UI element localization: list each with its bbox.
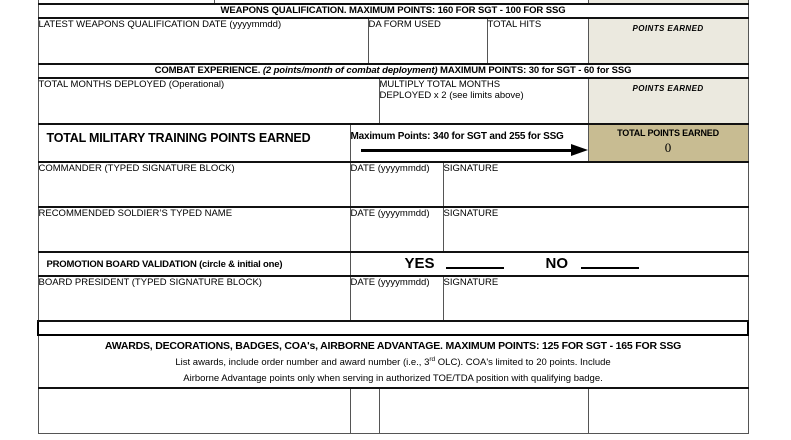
awards-subtext-line1 bbox=[39, 354, 748, 371]
recommended-soldier-name-cell[interactable] bbox=[38, 207, 350, 252]
maximum-points-text: Maximum Points: 340 for SGT and 255 for SSG bbox=[350, 130, 564, 142]
no-initial-rule[interactable] bbox=[581, 267, 639, 270]
total-military-training-row bbox=[38, 124, 748, 162]
commander-signature-cell[interactable] bbox=[443, 162, 748, 207]
awards-cell-4[interactable] bbox=[588, 388, 748, 434]
total-points-earned-cell[interactable] bbox=[588, 124, 748, 162]
combat-experience-banner-italic: (2 points/month of combat deployment) bbox=[262, 64, 438, 76]
awards-subtext-line1-a: List awards, include order number and award number (i.e., 3 bbox=[175, 357, 430, 369]
board-president-signature-label: SIGNATURE bbox=[443, 277, 499, 289]
recommended-soldier-signature-label: SIGNATURE bbox=[443, 207, 499, 219]
awards-cell-1[interactable] bbox=[38, 388, 350, 434]
promotion-board-validation-row bbox=[38, 252, 748, 277]
weapons-points-earned-cell[interactable] bbox=[588, 18, 748, 64]
da-form-used-label: DA FORM USED bbox=[368, 18, 441, 30]
awards-cell-3[interactable] bbox=[379, 388, 588, 434]
commander-date-label: DATE (yyyymmdd) bbox=[350, 162, 430, 174]
combat-experience-banner-row bbox=[38, 64, 748, 78]
commander-date-cell[interactable] bbox=[350, 162, 443, 207]
maximum-points-cell bbox=[350, 124, 588, 162]
awards-subtext-line1-b: OLC). COA's limited to 20 points. Include bbox=[435, 357, 611, 369]
yes-initial-rule[interactable] bbox=[446, 267, 504, 270]
multiply-months-cell[interactable] bbox=[379, 78, 588, 124]
combat-experience-banner bbox=[38, 64, 748, 78]
weapons-qual-date-cell[interactable] bbox=[38, 18, 368, 64]
yes-no-cell[interactable] bbox=[350, 252, 748, 277]
combat-points-earned-cell[interactable] bbox=[588, 78, 748, 124]
recommended-soldier-name-label: RECOMMENDED SOLDIER’S TYPED NAME bbox=[38, 207, 233, 219]
section-b-row bbox=[38, 321, 748, 335]
commander-name-label: COMMANDER (TYPED SIGNATURE BLOCK) bbox=[38, 162, 235, 174]
board-president-date-cell[interactable] bbox=[350, 276, 443, 321]
promotion-point-worksheet-table bbox=[37, 0, 749, 434]
right-arrow-icon bbox=[351, 144, 588, 158]
commander-name-cell[interactable] bbox=[38, 162, 350, 207]
total-points-earned-label: TOTAL POINTS EARNED bbox=[617, 127, 719, 138]
recommended-soldier-row bbox=[38, 207, 748, 252]
board-president-signature-cell[interactable] bbox=[443, 276, 748, 321]
yes-no-group bbox=[351, 253, 748, 275]
promotion-board-validation-label: PROMOTION BOARD VALIDATION (circle & initial one) bbox=[46, 258, 283, 270]
combat-experience-fields-row bbox=[38, 78, 748, 124]
recommended-soldier-date-label: DATE (yyyymmdd) bbox=[350, 207, 430, 219]
awards-heading-cell bbox=[38, 335, 748, 388]
board-president-row bbox=[38, 276, 748, 321]
combat-points-earned-label: POINTS EARNED bbox=[632, 83, 704, 93]
awards-superscript-rd: rd bbox=[429, 356, 436, 364]
total-hits-cell[interactable] bbox=[487, 18, 588, 64]
yes-label[interactable]: YES bbox=[404, 254, 435, 272]
commander-signature-label: SIGNATURE bbox=[443, 162, 499, 174]
awards-heading: AWARDS, DECORATIONS, BADGES, COA's, AIRBORNE ADVANTAGE. MAXIMUM POINTS: 125 FOR SGT - 165 FOR SSG bbox=[104, 340, 682, 353]
commander-signature-row bbox=[38, 162, 748, 207]
multiply-months-line1: MULTIPLY TOTAL MONTHS bbox=[379, 78, 501, 90]
promotion-board-validation-label-cell bbox=[38, 252, 350, 277]
board-president-name-cell[interactable] bbox=[38, 276, 350, 321]
total-military-training-title-cell bbox=[38, 124, 350, 162]
weapons-qualification-banner: WEAPONS QUALIFICATION. MAXIMUM POINTS: 160 FOR SGT - 100 FOR SSG bbox=[38, 4, 748, 18]
awards-subtext-line2: Airborne Advantage points only when serving in authorized TOE/TDA position with qualifying badge. bbox=[183, 373, 603, 385]
board-president-date-label: DATE (yyyymmdd) bbox=[350, 277, 430, 289]
board-president-name-label: BOARD PRESIDENT (TYPED SIGNATURE BLOCK) bbox=[38, 277, 262, 289]
multiply-months-line2: DEPLOYED x 2 (see limits above) bbox=[379, 90, 524, 102]
total-military-training-title: TOTAL MILITARY TRAINING POINTS EARNED bbox=[46, 130, 311, 145]
no-label[interactable]: NO bbox=[545, 254, 568, 272]
recommended-soldier-date-cell[interactable] bbox=[350, 207, 443, 252]
section-b-title: SECTION B – ADMINISTRATIVE POINTS bbox=[38, 321, 748, 335]
total-points-earned-value: 0 bbox=[664, 139, 672, 155]
weapons-qual-date-label: LATEST WEAPONS QUALIFICATION DATE (yyyymmdd) bbox=[38, 18, 282, 30]
da-form-used-cell[interactable] bbox=[368, 18, 487, 64]
recommended-soldier-signature-cell[interactable] bbox=[443, 207, 748, 252]
weapons-qualification-fields-row bbox=[38, 18, 748, 64]
combat-experience-banner-tail: MAXIMUM POINTS: 30 for SGT - 60 for SSG bbox=[440, 64, 632, 76]
total-hits-label: TOTAL HITS bbox=[487, 18, 542, 30]
awards-entry-row bbox=[38, 388, 748, 434]
total-months-deployed-cell[interactable] bbox=[38, 78, 379, 124]
total-months-deployed-label: TOTAL MONTHS DEPLOYED (Operational) bbox=[38, 78, 225, 90]
weapons-qualification-banner-row bbox=[38, 4, 748, 18]
combat-experience-banner-main: COMBAT EXPERIENCE. bbox=[154, 64, 261, 76]
weapons-points-earned-label: POINTS EARNED bbox=[632, 23, 704, 33]
awards-cell-2[interactable] bbox=[350, 388, 379, 434]
awards-heading-row bbox=[38, 335, 748, 388]
